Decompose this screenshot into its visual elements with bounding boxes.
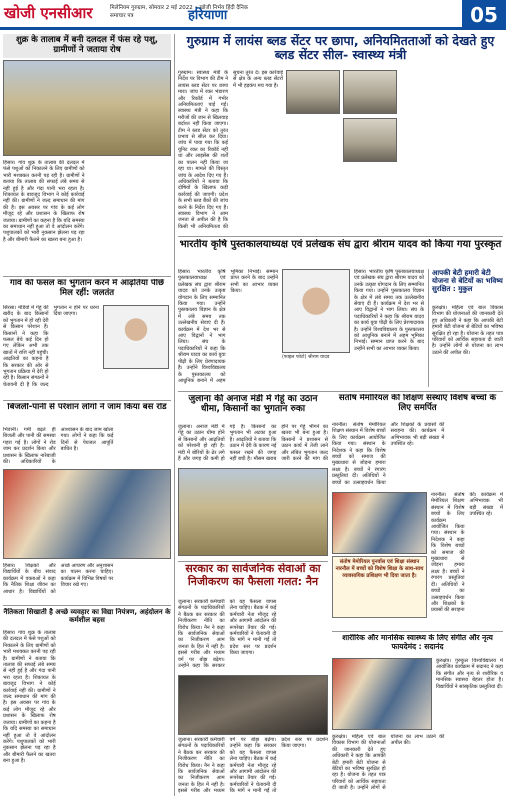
headline-santosh: संतोष मेमोरियल की शिक्षण संस्थाएं विशेष बच्चों के लिए समर्पित — [338, 394, 497, 413]
headline-privatize: सरकार का सार्वजनिक सेवाओं का निजीकरण का फैसला गलत: नैन — [185, 563, 321, 588]
callout-text: संतोष मेमोरियल पुनर्वास एवं शिक्षा संस्थान नारनौल में बच्चों को विशेष शिक्षा के साथ-साथ व्यावसायिक प्रशिक्षण भी दिया जाता है। — [335, 559, 424, 579]
body-award-left: हिसार। भारतीय कृषि पुस्तकालयाध्यक्ष एवं प्रलेखक संघ द्वारा श्रीराम यादव को उनके उत्कृष्ट योगदान के लिए सम्मानित किया गया। उन्होंने पुस्तकालय विज्ञान के क्षेत्र में लंबे समय तक उल्लेखनीय सेवाएं दी हैं। कार्यक्रम में देश भर से आए विद्वानों ने भाग लिया। संघ के पदाधिकारियों ने कहा कि श्रीराम यादव का कार्य युवा पीढ़ी के लिए प्रेरणादायक है। उन्होंने विश्वविद्यालय के पुस्तकालय को आधुनिक बनाने में अहम भूमिका निभाई। सम्मान प्राप्त करने के बाद उन्होंने सभी का आभार व्यक्त किया। — [178, 269, 278, 384]
body-physical-cont: कुरुक्षेत्र। महिला एवं बाल विकास विभाग की योजनाओं की जानकारी देते हुए अधिकारी ने कहा कि आपकी बेटी हमारी बेटी योजना से बेटियों का भविष्य सुरक्षित हो रहा है। योजना के तहत पात्र परिवारों को आर्थिक सहायता दी जाती है। उन्होंने लोगों से योजना का लाभ उठाने की अपील की। — [332, 734, 445, 792]
divider — [178, 391, 503, 392]
body-physical: कुरुक्षेत्र। गुरुकुल विश्वविद्यालय में आयोजित कार्यक्रम में सदानंद ने कहा कि संगीत और नृत्य से शारीरिक व मानसिक स्वास्थ्य बेहतर होता है। विद्यार्थियों ने सांस्कृतिक प्रस्तुतियां दीं। — [436, 658, 503, 690]
photo-bloodcenter-2 — [343, 70, 397, 114]
photo-mandi — [178, 468, 328, 556]
story-electricity — [3, 403, 171, 603]
headline-mandi: जुलाना की अनाज मंडी मे गेहूं का उठान धीमा, किसानों का भुगतान रुका — [188, 394, 318, 415]
story-payment — [3, 279, 171, 397]
story-award — [178, 239, 503, 389]
body-santosh-cont: नारनौल। संतोष मेमोरियल शिक्षण संस्थान में विशेष बच्चों के लिए कार्यक्रम आयोजित किया गया। संस्थान के निदेशक ने कहा कि विशेष बच्चों को समाज की मुख्यधारा से जोड़ना हमारा लक्ष्य है। बच्चों ने रंगारंग प्रस्तुतियां दीं। अतिथियों ने बच्चों का उत्साहवर्धन किया और शिक्षकों के प्रयासों की सराहना की। कार्यक्रम में अभिभावक भी बड़ी संख्या में उपस्थित रहे। — [431, 492, 503, 614]
story-privatize — [178, 563, 328, 797]
body-daughter: कुरुक्षेत्र। महिला एवं बाल विकास विभाग की योजनाओं की जानकारी देते हुए अधिकारी ने कहा कि आपकी बेटी हमारी बेटी योजना से बेटियों का भविष्य सुरक्षित हो रहा है। योजना के तहत पात्र परिवारों को आर्थिक सहायता दी जाती है। उन्होंने लोगों से योजना का लाभ उठाने की अपील की। — [432, 305, 503, 356]
body-electricity: भिवानी। गर्मी बढ़ते ही बिजली और पानी की समस्या गहरा गई है। लोगों ने रोड जाम कर प्रदर्शन किया और प्रशासन के खिलाफ नारेबाजी की। अधिकारियों के आश्वासन के बाद जाम खोला गया। लोगों ने कहा कि कई दिनों से पेयजल आपूर्ति बाधित है। — [3, 427, 114, 466]
photo-physical — [332, 658, 432, 730]
page-number: 05 — [462, 0, 506, 30]
photo-electricity — [3, 469, 171, 559]
body-santosh: नारनौल। संतोष मेमोरियल शिक्षण संस्थान में विशेष बच्चों के लिए कार्यक्रम आयोजित किया गया। संस्थान के निदेशक ने कहा कि विशेष बच्चों को समाज की मुख्यधारा से जोड़ना हमारा लक्ष्य है। बच्चों ने रंगारंग प्रस्तुतियां दीं। अतिथियों ने बच्चों का उत्साहवर्धन किया और शिक्षकों के प्रयासों की सराहना की। कार्यक्रम में अभिभावक भी बड़ी संख्या में उपस्थित रहे। — [332, 422, 445, 486]
body-award-right: हिसार। भारतीय कृषि पुस्तकालयाध्यक्ष एवं प्रलेखक संघ द्वारा श्रीराम यादव को उनके उत्कृष्ट योगदान के लिए सम्मानित किया गया। उन्होंने पुस्तकालय विज्ञान के क्षेत्र में लंबे समय तक उल्लेखनीय सेवाएं दी हैं। कार्यक्रम में देश भर से आए विद्वानों ने भाग लिया। संघ के पदाधिकारियों ने कहा कि श्रीराम यादव का कार्य युवा पीढ़ी के लिए प्रेरणादायक है। उन्होंने विश्वविद्यालय के पुस्तकालय को आधुनिक बनाने में अहम भूमिका निभाई। सम्मान प्राप्त करने के बाद उन्होंने सभी का आभार व्यक्त किया। — [354, 269, 424, 352]
story-gurugram — [178, 34, 503, 234]
photo-bloodcenter-3 — [343, 118, 397, 162]
column-rule — [174, 34, 175, 796]
divider — [3, 276, 171, 277]
photo-privatize — [178, 675, 328, 735]
story-santosh — [332, 394, 503, 629]
body-privatize: जुलाना। सरकारी कर्मचारी संगठनों के पदाधिकारियों ने बैठक कर सरकार की निजीकरण नीति का विरोध किया। नैन ने कहा कि सार्वजनिक सेवाओं का निजीकरण आम जनता के हित में नहीं है। इससे गरीब और मध्यम वर्ग पर बोझ बढ़ेगा। उन्होंने कहा कि सरकार को यह फैसला वापस लेना चाहिए। बैठक में कई कर्मचारी नेता मौजूद रहे और आगामी आंदोलन की रूपरेखा तैयार की गई। कर्मचारियों ने चेतावनी दी कि मांगें न मानी गईं तो प्रदेश स्तर पर प्रदर्शन किया जाएगा। — [178, 599, 277, 670]
callout-santosh — [332, 556, 427, 618]
body-payment: सिरसा। मंडियों में गेहूं की खरीद के बाद किसानों को भुगतान में हो रही देरी से किसान परेशान हैं। किसानों ने कहा कि फसल बेचे कई दिन हो गए लेकिन अभी तक खातों में राशि नहीं पहुंची। आढ़तियों का कहना है कि सरकार की ओर से भुगतान प्रक्रिया में देरी हो रही है। किसान संगठनों ने चेतावनी दी है कि जल्द भुगतान न होने पर धरना दिया जाएगा। — [3, 305, 99, 388]
story-lake — [3, 34, 171, 274]
headline-physical: शारीरिक और मानसिक स्वास्थ्य के लिए संगीत और नृत्य फायदेमंद : सदानंद — [342, 634, 493, 651]
headline-daughter: आपकी बेटी हमारी बेटी योजना से बेटियों का भविष्य सुरक्षित : मुकुल — [432, 269, 503, 294]
photo-award-person — [282, 269, 350, 353]
section-title: हरियाणा — [188, 8, 228, 23]
photo-payment-person — [103, 305, 169, 369]
photo-bloodcenter-1 — [286, 70, 340, 114]
headline-award: भारतीय कृषि पुस्तकालयाध्यक्ष एवं प्रलेखक संघ द्वारा श्रीराम यादव को किया गया पुरस्कृत — [179, 239, 502, 250]
headline-gurugram: गुरुग्राम में लायंस ब्लड सेंटर पर छापा, अनियमितताओं को देखते हुए ब्लड सेंटर सील- स्वास्थ्य मंत्री — [186, 34, 495, 63]
story-physical — [332, 634, 503, 797]
caption-award: (फाइल फोटो) श्रीराम यादव — [282, 355, 330, 360]
headline-lake: शुक्र के तालाब में बनी दलदल में फंस रहे पशु, ग्रामीणों ने जताया रोष — [3, 34, 171, 58]
masthead: खोजी एनसीआर — [4, 4, 93, 22]
body-crime: हिसार। गांव शुक्र के तालाब की दलदल में फंसे पशुओं को निकालने के लिए ग्रामीणों को भारी मशक्कत करनी पड़ रही है। ग्रामीणों ने बताया कि तालाब की सफाई लंबे समय से नहीं हुई है और गंदा पानी भरा रहता है। शिकायत के बावजूद विभाग ने कोई कार्रवाई नहीं की। ग्रामीणों ने जल्द समाधान की मांग की है। इस अवसर पर गांव के कई लोग मौजूद रहे और प्रशासन के खिलाफ रोष जताया। ग्रामीणों का कहना है कि यदि समस्या का समाधान नहीं हुआ तो वे आंदोलन करेंगे। पशुपालकों को भारी नुकसान झेलना पड़ रहा है और बीमारी फैलने का खतरा बना हुआ है। — [3, 630, 56, 765]
page-header — [0, 0, 506, 30]
body-electricity-cont: हिसार। शिक्षकों और विद्यार्थियों के बीच संवाद कार्यक्रम में वक्ताओं ने कहा कि नैतिक शिक्षा जीवन का आधार है। विद्यार्थियों को अच्छे आचरण और अनुशासन का पालन करना चाहिए। कार्यक्रम में विभिन्न विषयों पर विचार रखे गए। — [3, 563, 114, 595]
issue-info: मिलेनियम गुरुग्राम, सोमवार 2 मई 2022 • ख़ोजी निर्भय हिंदी दैनिक समाचार पत्र — [110, 5, 248, 19]
photo-lake — [3, 60, 171, 156]
body-mandi: जुलाना। अनाज मंडी में गेहूं का उठान धीमा होने से किसानों और आढ़तियों को परेशानी हो रही है। मंडी में बोरियों के ढेर लगे हैं और जगह की कमी हो गई है। किसानों का भुगतान भी अटका हुआ है। आढ़तियों ने बताया कि उठान में देरी के कारण नई फसल रखने की जगह नहीं बची है। मौसम खराब होने पर गेहूं भीगने का खतरा भी बना हुआ है। किसानों ने प्रशासन से उठान कार्य में तेजी लाने और लंबित भुगतान जल्द जारी करने की मांग की — [178, 424, 328, 463]
story-crime — [3, 608, 171, 798]
divider — [332, 631, 503, 632]
body-privatize-cont: जुलाना। सरकारी कर्मचारी संगठनों के पदाधिकारियों ने बैठक कर सरकार की निजीकरण नीति का विरोध किया। नैन ने कहा कि सार्वजनिक सेवाओं का निजीकरण आम जनता के हित में नहीं है। इससे गरीब और मध्यम वर्ग पर बोझ बढ़ेगा। उन्होंने कहा कि सरकार को यह फैसला वापस लेना चाहिए। बैठक में कई कर्मचारी नेता मौजूद रहे और आगामी आंदोलन की रूपरेखा तैयार की गई। कर्मचारियों ने चेतावनी दी कि मांगें न मानी गईं तो प्रदेश स्तर पर प्रदर्शन किया जाएगा। — [178, 737, 328, 795]
divider — [3, 400, 171, 401]
headline-payment: गांव की फसल का भुगतान करने में आढ़तियां पीछे मिल रहीं: जलतंत — [10, 279, 164, 298]
divider — [178, 561, 328, 562]
headline-electricity: बिजली-पानी से परेशान लोगों ने जाम किया बस रोड — [7, 403, 167, 412]
photo-santosh — [332, 492, 427, 554]
body-gurugram: गुरुग्राम। स्वास्थ्य मंत्री के निर्देश पर विभाग की टीम ने लायंस ब्लड सेंटर पर छापा मारा। जांच में रक्त भंडारण और रिकॉर्ड में गंभीर अनियमितताएं पाई गईं। स्वास्थ्य मंत्री ने कहा कि मरीजों की जान से खिलवाड़ बर्दाश्त नहीं किया जाएगा। टीम ने ब्लड सेंटर को तुरंत प्रभाव से सील कर दिया। जांच में पाया गया कि कई यूनिट रक्त का रिकॉर्ड नहीं था और लाइसेंस की शर्तों का पालन नहीं किया जा रहा था। मामले की विस्तृत जांच के आदेश दिए गए हैं। अधिकारियों ने बताया कि दोषियों के खिलाफ कड़ी कार्रवाई की जाएगी। प्रदेश के सभी ब्लड बैंकों की जांच करने के निर्देश दिए गए हैं। स्वास्थ्य विभाग ने आम जनता से अपील की है कि किसी भी अनियमितता की सूचना तुरंत दें। इस कार्रवाई से क्षेत्र के अन्य ब्लड सेंटरों में भी हड़कंप मच गया है। — [178, 70, 283, 230]
story-mandi — [178, 394, 328, 559]
body-lake: हिसार। गांव शुक्र के तालाब की दलदल में फंसे पशुओं को निकालने के लिए ग्रामीणों को भारी मशक्कत करनी पड़ रही है। ग्रामीणों ने बताया कि तालाब की सफाई लंबे समय से नहीं हुई है और गंदा पानी भरा रहता है। शिकायत के बावजूद विभाग ने कोई कार्रवाई नहीं की। ग्रामीणों ने जल्द समाधान की मांग की है। इस अवसर पर गांव के कई लोग मौजूद रहे और प्रशासन के खिलाफ रोष जताया। ग्रामीणों का कहना है कि यदि समस्या का समाधान नहीं हुआ तो वे आंदोलन करेंगे। पशुपालकों को भारी नुकसान झेलना पड़ रहा है और बीमारी फैलने का खतरा बना हुआ है। — [3, 160, 85, 243]
column-rule — [428, 269, 429, 387]
headline-crime: नैतिकता सिखाती है अच्छे व्यवहार का विद्या नियंत्रण, अहंदोलन के कर्मशील बहस — [3, 608, 171, 625]
divider — [3, 605, 171, 606]
divider — [178, 236, 503, 237]
